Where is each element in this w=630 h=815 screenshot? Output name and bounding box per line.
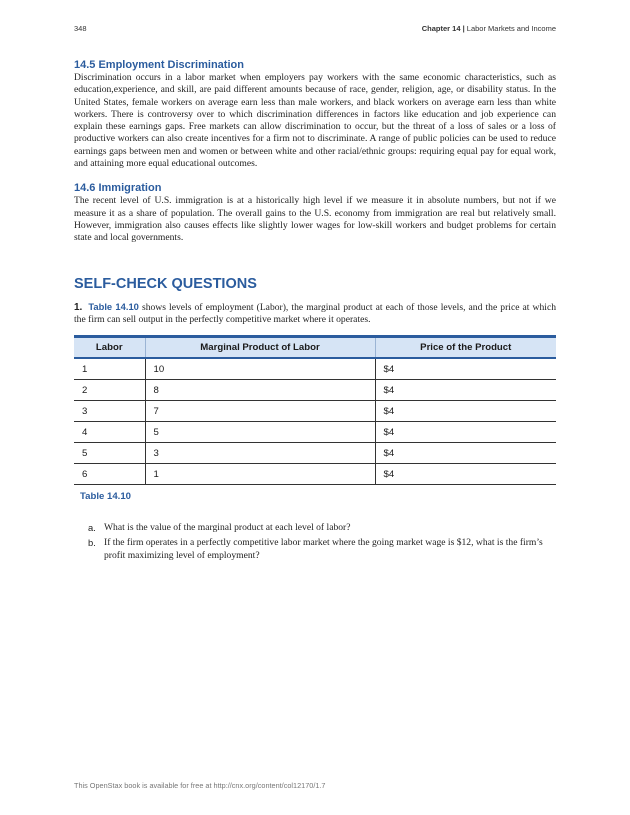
- section-immigration: [74, 181, 556, 244]
- section-text-immigration: The recent level of U.S. immigration is at a historically high level if we measure it in absolute numbers, but not if we measure it as a share of population. The overall gains to the U.S. economy from immigration are real but relatively small. However, immigration also causes effects like slightly lower wages for low-skill workers and budget problems for certain state and local governments.: [74, 195, 556, 244]
- cell-price: $4: [375, 464, 556, 485]
- table-header-row: [74, 337, 556, 359]
- cell-price: $4: [375, 380, 556, 401]
- chapter-prefix: Chapter 14: [421, 24, 461, 33]
- cell-price: $4: [375, 401, 556, 422]
- page-number: 348: [74, 24, 87, 33]
- question-part-b: [88, 537, 556, 562]
- cell-labor: 6: [74, 464, 145, 485]
- cell-marginal-product: 8: [145, 380, 375, 401]
- table-row: [74, 464, 556, 485]
- section-text-discrimination: Discrimination occurs in a labor market when employers pay workers with the same economic characteristics, such as education,experience, and skill, are paid different amounts because of race, gender, religion, age, or disability status. In the United States, female workers on average earn less than male workers, and black workers on average earn less than white workers. There is controversy over to which discrimination differences in factors like education and job experience can explain these earnings gaps. Free markets can allow discrimination to occur, but the threat of a loss of sales or a loss of productive workers can also create incentives for a firm not to discriminate. A range of public policies can be used to reduce earnings gaps between men and women or between white and other racial/ethnic groups: requiring equal pay for equal work, and attaining more equal educational outcomes.: [74, 72, 556, 170]
- table-row: [74, 422, 556, 443]
- question-1: [74, 301, 556, 327]
- cell-marginal-product: 7: [145, 401, 375, 422]
- self-check-heading: SELF-CHECK QUESTIONS: [74, 275, 257, 292]
- chapter-label: [422, 24, 556, 33]
- page-header: [74, 24, 556, 38]
- table-row: [74, 380, 556, 401]
- cell-labor: 3: [74, 401, 145, 422]
- cell-price: $4: [375, 358, 556, 380]
- cell-labor: 1: [74, 358, 145, 380]
- part-label: b.: [88, 537, 96, 549]
- table-row: [74, 443, 556, 464]
- question-text: shows levels of employment (Labor), the marginal product at each of those levels, and the price at which the firm can sell output in the perfectly competitive market where it operates.: [74, 301, 557, 325]
- table-row: [74, 358, 556, 380]
- cell-price: $4: [375, 422, 556, 443]
- section-heading-discrimination: 14.5 Employment Discrimination: [74, 59, 244, 71]
- cell-marginal-product: 1: [145, 464, 375, 485]
- page-content: [74, 58, 556, 565]
- cell-labor: 2: [74, 380, 145, 401]
- header-price: Price of the Product: [375, 337, 556, 359]
- question-part-a: [88, 522, 556, 534]
- section-heading-immigration: 14.6 Immigration: [74, 182, 162, 195]
- cell-marginal-product: 3: [145, 443, 375, 464]
- header-labor: Labor: [74, 337, 145, 359]
- chapter-title: Labor Markets and Income: [466, 24, 556, 33]
- part-text: If the firm operates in a perfectly competitive labor market where the going market wage is $12, what is the firm’s profit maximizing level of employment?: [104, 537, 543, 561]
- cell-labor: 4: [74, 422, 145, 443]
- cell-labor: 5: [74, 443, 145, 464]
- part-text: What is the value of the marginal product at each level of labor?: [104, 522, 351, 534]
- cell-marginal-product: 5: [145, 422, 375, 443]
- chapter-separator: |: [460, 24, 467, 33]
- question-parts: [74, 522, 556, 562]
- cell-price: $4: [375, 443, 556, 464]
- question-number: 1.: [74, 301, 83, 313]
- part-label: a.: [88, 522, 96, 534]
- table-row: [74, 401, 556, 422]
- header-marginal-product: Marginal Product of Labor: [145, 337, 375, 359]
- data-table: [74, 335, 556, 485]
- cell-marginal-product: 10: [145, 358, 375, 380]
- page-footer: This OpenStax book is available for free at http://cnx.org/content/col12170/1.7: [74, 781, 326, 790]
- table-caption: Table 14.10: [80, 491, 132, 503]
- table-reference-link[interactable]: Table 14.10: [88, 300, 139, 312]
